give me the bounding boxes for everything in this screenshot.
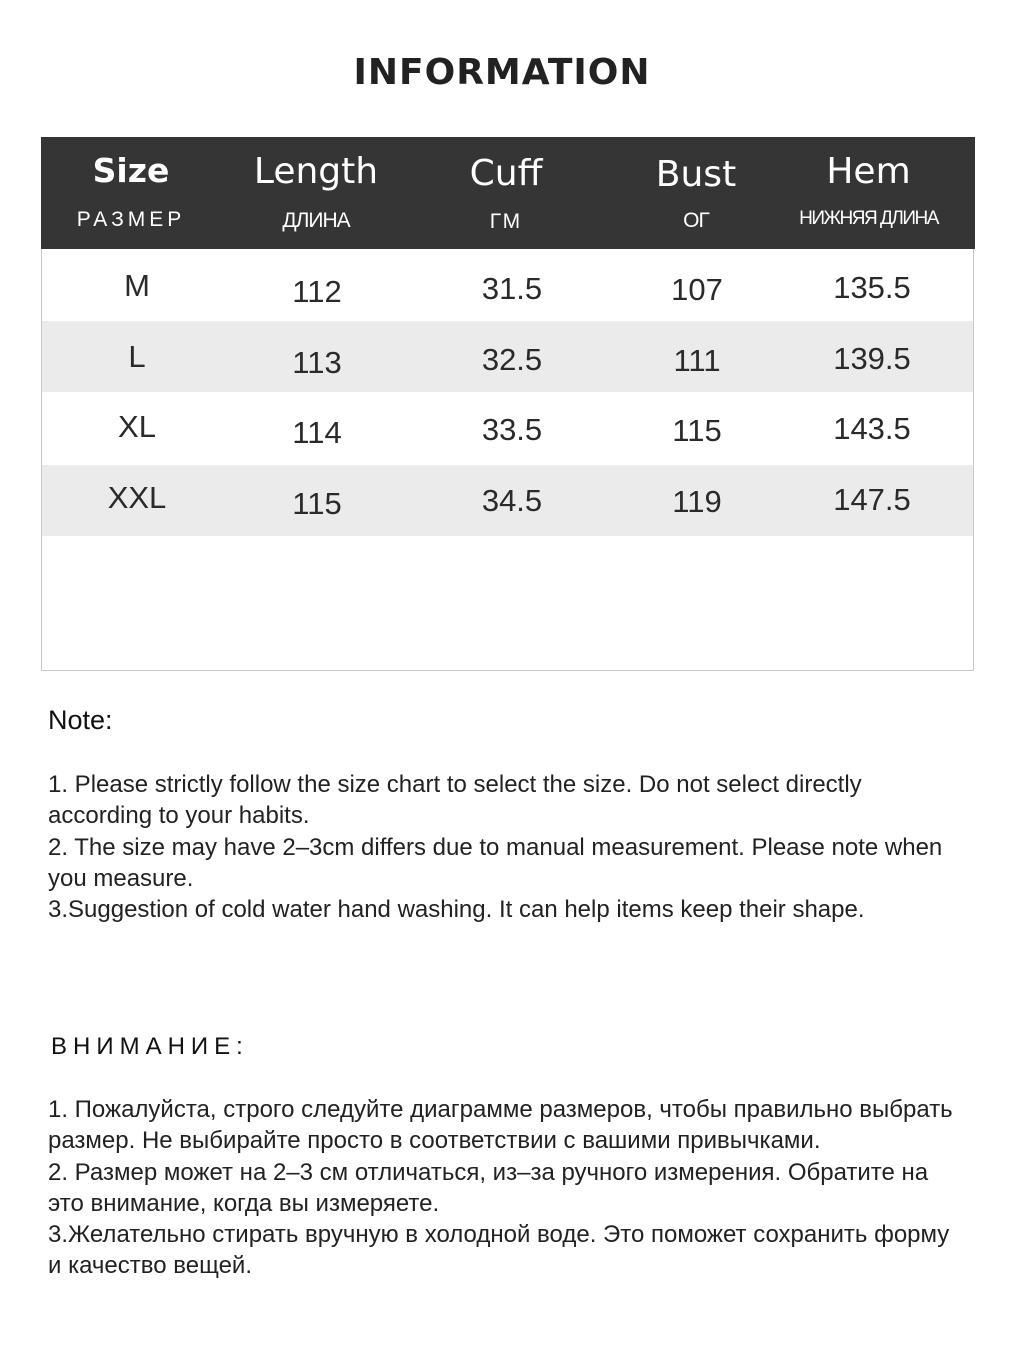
note-heading: Note:: [48, 705, 113, 735]
column-header-ru: НИЖНЯЯ ДЛИНА: [799, 208, 938, 229]
cell-cuff: 31.5: [481, 271, 543, 306]
cell-length: 112: [292, 274, 342, 309]
note-item: 2. The size may have 2–3cm differs due to manual measurement. Please note when you measure.: [48, 833, 943, 892]
cell-bust: 115: [672, 413, 722, 448]
cell-size: XXL: [107, 480, 167, 515]
column-header-hem: [776, 137, 961, 249]
cell-length: 113: [292, 345, 342, 380]
column-header-bust: [601, 137, 791, 249]
column-header-ru: ОГ: [683, 209, 709, 232]
column-header-en: Cuff: [469, 153, 543, 194]
column-header-ru: ГМ: [489, 210, 523, 233]
table-row: [42, 393, 973, 464]
size-chart-table: [41, 137, 974, 671]
column-header-ru: ДЛИНА: [282, 209, 350, 232]
note-ru-heading: ВНИМАНИЕ:: [51, 1033, 249, 1060]
cell-hem: 147.5: [833, 482, 911, 517]
column-header-en: Bust: [655, 154, 737, 195]
cell-size: L: [128, 339, 146, 374]
cell-cuff: 33.5: [481, 412, 543, 447]
cell-length: 114: [292, 415, 342, 450]
table-header: [41, 137, 975, 249]
note-list: [48, 769, 948, 925]
note-item: 3.Suggestion of cold water hand washing. It can help items keep their shape.: [48, 896, 865, 924]
note-ru-list: [48, 1094, 968, 1282]
cell-length: 115: [292, 486, 342, 521]
note-ru-item: 2. Размер может на 2–3 см отличаться, из–за ручного измерения. Обратите на это внимание, когда вы измеряете.: [48, 1158, 929, 1217]
column-header-en: Size: [92, 151, 170, 190]
cell-cuff: 32.5: [481, 342, 543, 377]
cell-cuff: 34.5: [481, 483, 543, 518]
cell-bust: 107: [671, 272, 723, 307]
cell-size: XL: [118, 409, 156, 444]
page-title: INFORMATION: [353, 52, 651, 93]
cell-hem: 139.5: [833, 341, 911, 376]
note-ru-item: 3.Желательно стирать вручную в холодной воде. Это поможет сохранить форму и качество вещей.: [48, 1221, 950, 1280]
column-header-en: Length: [253, 151, 379, 192]
cell-hem: 143.5: [833, 411, 911, 446]
column-header-ru: РАЗМЕР: [76, 208, 186, 231]
table-row: [42, 249, 973, 320]
cell-bust: 111: [673, 343, 721, 378]
cell-size: M: [124, 268, 150, 303]
column-header-length: [221, 137, 411, 249]
table-row: [42, 321, 973, 392]
note-ru-item: 1. Пожалуйста, строго следуйте диаграмме размеров, чтобы правильно выбрать размер. Не выбирайте просто в соответствии с вашими привычками.: [48, 1096, 953, 1155]
note-item: 1. Please strictly follow the size chart to select the size. Do not select directly according to your habits.: [48, 771, 862, 830]
column-header-en: Hem: [826, 151, 911, 192]
cell-bust: 119: [672, 484, 722, 519]
table-row: [42, 465, 973, 536]
cell-hem: 135.5: [833, 270, 911, 305]
column-header-cuff: [411, 137, 601, 249]
column-header-size: [41, 137, 221, 249]
